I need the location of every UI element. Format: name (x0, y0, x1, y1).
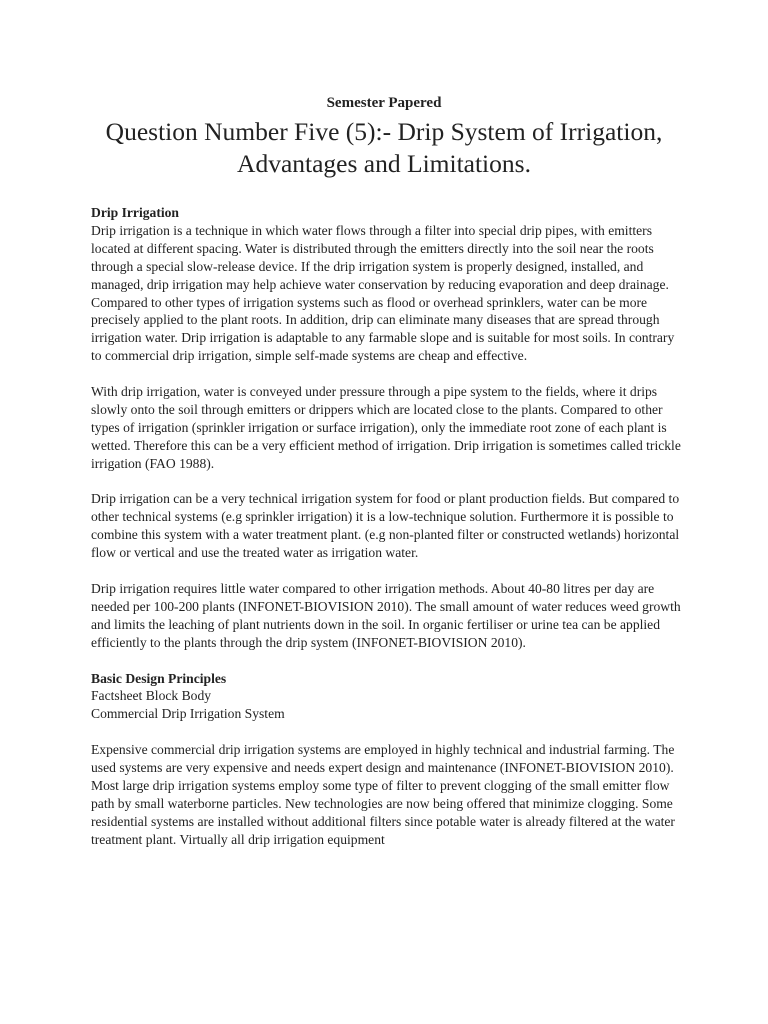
paragraph-drip-1: Drip irrigation is a technique in which water flows through a filter into special drip pipes, with emitters located at different spacing. Water is distributed through the emitters directly into the soil near the roots through a special slow-release device. If the drip irrigation system is properly designed, installed, and managed, drip irrigation may help achieve water conservation by reducing evaporation and deep drainage. Compared to other types of irrigation systems such as flood or overhead sprinklers, water can be more precisely applied to the plant roots. In addition, drip can eliminate many diseases that are spread through irrigation water. Drip irrigation is adaptable to any farmable slope and is suitable for most soils. In contrary to commercial drip irrigation, simple self-made systems are cheap and effective. (91, 222, 675, 364)
document-eyebrow: Semester Papered (326, 95, 442, 111)
subtitle-line-2 (91, 705, 681, 723)
section-heading-basic-design (91, 670, 681, 688)
paragraph-drip-2: With drip irrigation, water is conveyed under pressure through a pipe system to the fields, where it drips slowly onto the soil through emitters or drippers which are located close to the plants. Compared to other types of irrigation (sprinkler irrigation or surface irrigation), only the immediate root zone of each plant is wetted. Therefore this can be a very efficient method of irrigation. Drip irrigation is sometimes called trickle irrigation (FAO 1988). (91, 384, 681, 471)
paragraph-design-1: Expensive commercial drip irrigation systems are employed in highly technical and industrial farming. The used systems are very expensive and needs expert design and maintenance (INFONET-BIOVISION 2010). (91, 742, 675, 776)
paragraph-drip-4: Drip irrigation requires little water compared to other irrigation methods. About 40-80 litres per day are needed per 100-200 plants (INFONET-BIOVISION 2010). The small amount of water reduces weed growth and limits the leaching of plant nutrients down in the soil. In organic fertiliser or urine tea can be applied efficiently to the plants through the drip system (INFONET-BIOVISION 2010). (91, 580, 681, 650)
heading-text: Drip Irrigation (91, 205, 179, 220)
section-heading-drip-irrigation (91, 204, 681, 222)
paragraph-design-2: Most large drip irrigation systems employ some type of filter to prevent clogging of the small emitter flow path by small waterborne particles. New technologies are now being offered that minimize clogging. Some residential systems are installed without additional filters since potable water is already filtered at the water treatment plant. Virtually all drip irrigation equipment (91, 777, 675, 847)
document-body (91, 204, 681, 849)
subtitle-line-1 (91, 687, 681, 705)
heading-text: Basic Design Principles (91, 670, 227, 686)
document-title: Question Number Five (5):- Drip System of Irrigation, Advantages and Limitations. (105, 117, 663, 178)
line-text: Factsheet Block Body (91, 688, 212, 704)
line-text: Commercial Drip Irrigation System (91, 706, 285, 722)
paragraph-drip-3: Drip irrigation can be a very technical irrigation system for food or plant production fields. But compared to other technical systems (e.g sprinkler irrigation) it is a low-technique solution. Furthermore it is possible to combine this system with a water treatment plant. (e.g non-planted filter or constructed wetlands) horizontal flow or vertical and use the treated water as irrigation water. (91, 491, 680, 561)
